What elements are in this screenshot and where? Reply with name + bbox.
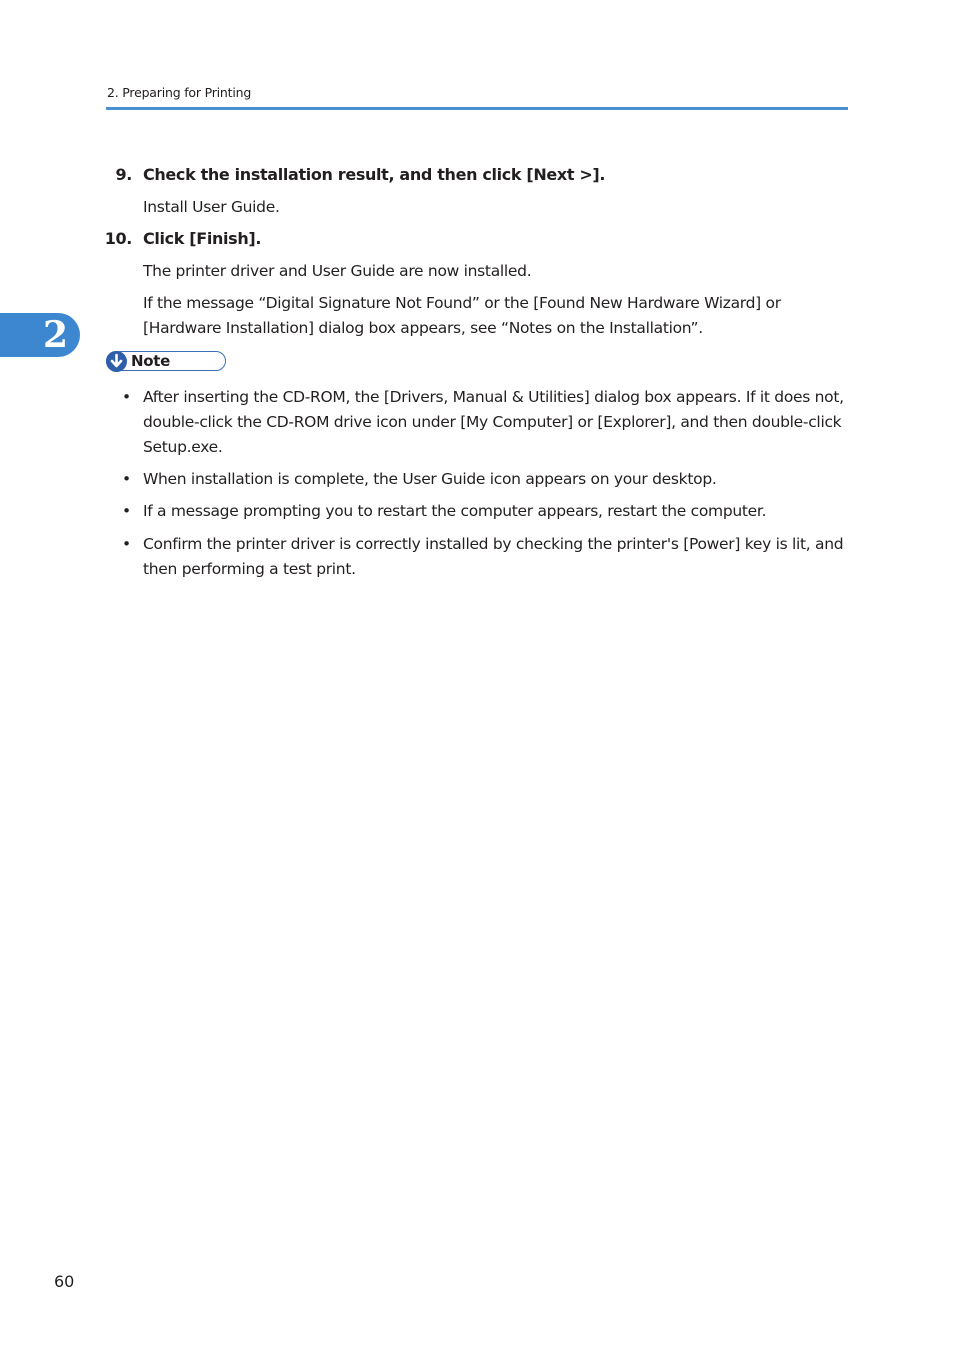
bullet-glyph: • <box>122 535 131 553</box>
bullet-glyph: • <box>122 502 131 520</box>
page-number: 60 <box>54 1272 75 1291</box>
step-body: Install User Guide. <box>143 198 280 216</box>
list-item-text: If a message prompting you to restart the computer appears, restart the computer. <box>143 502 767 520</box>
step-number: 9. <box>115 165 132 184</box>
note-badge <box>106 351 226 371</box>
list-item-text: After inserting the CD-ROM, the [Drivers, Manual & Utilities] dialog box appears. If it does not, double-click the CD-ROM drive icon under [My Computer] or [Explorer], and then double-click Setup.exe. <box>143 388 844 456</box>
chapter-number: 2 <box>43 314 69 356</box>
chapter-tab <box>0 313 80 357</box>
list-item <box>122 385 855 460</box>
list-item-text: Confirm the printer driver is correctly installed by checking the printer's [Power] key is lit, and then performing a test print. <box>143 535 844 578</box>
list-item-text: When installation is complete, the User Guide icon appears on your desktop. <box>143 470 717 488</box>
note-label: Note <box>131 352 171 370</box>
bullet-glyph: • <box>122 470 131 488</box>
list-item <box>122 532 855 582</box>
list-item <box>122 499 855 524</box>
step-title: Check the installation result, and then click [Next >]. <box>143 165 606 184</box>
bullet-glyph: • <box>122 388 131 406</box>
header-rule <box>106 107 848 110</box>
section-title: 2. Preparing for Printing <box>107 85 252 100</box>
list-item <box>122 467 855 492</box>
step-number: 10. <box>104 229 132 248</box>
step-body: The printer driver and User Guide are now installed. <box>143 262 532 280</box>
step-title: Click [Finish]. <box>143 229 262 248</box>
arrow-down-icon <box>106 351 127 372</box>
step-body: If the message “Digital Signature Not Found” or the [Found New Hardware Wizard] or [Hardware Installation] dialog box appears, see “Notes on the Installation”. <box>143 294 781 337</box>
